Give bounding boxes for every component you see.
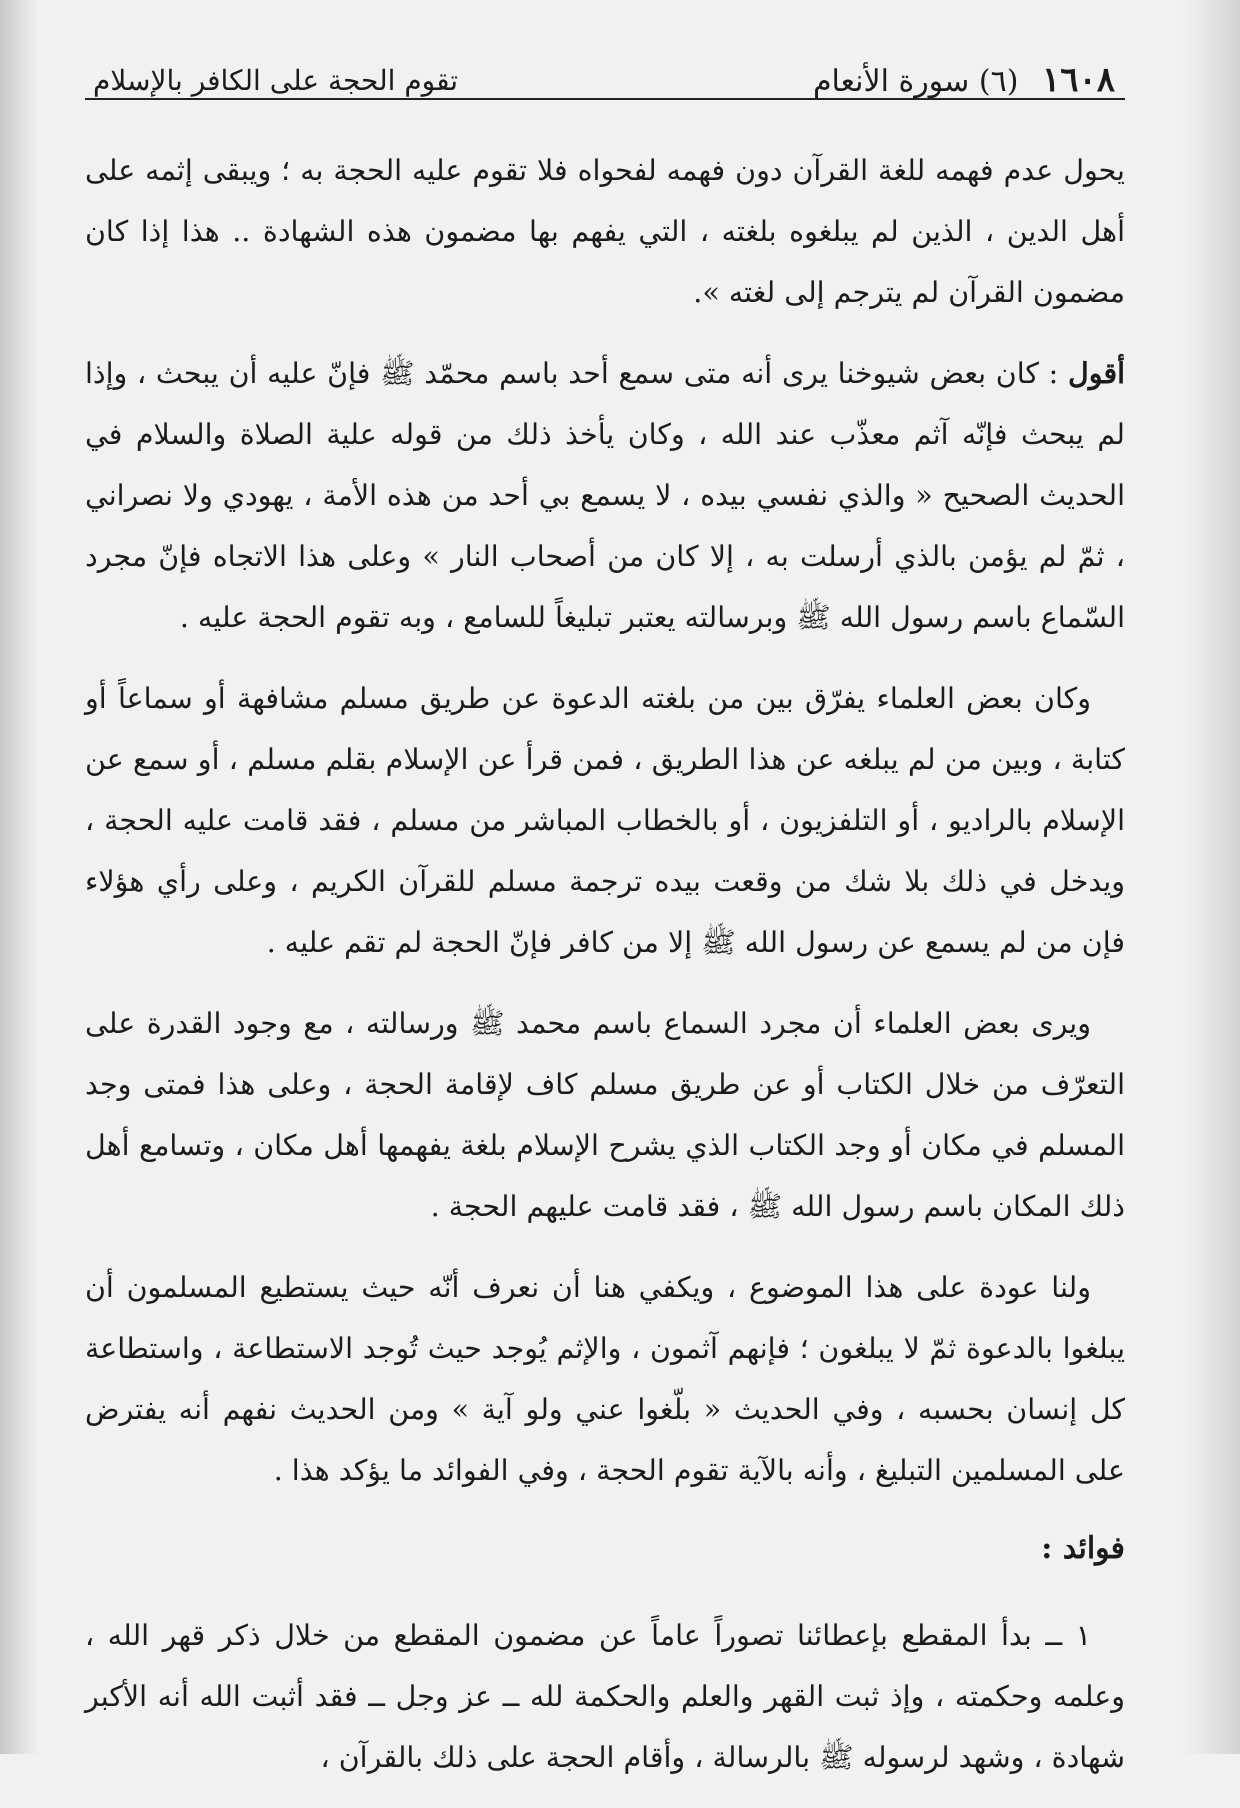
- paragraph: [85, 993, 1125, 1237]
- topic-title: تقوم الحجة على الكافر بالإسلام: [93, 64, 459, 97]
- paragraph-text: وكان بعض العلماء يفرّق بين من بلغته الدعوة عن طريق مسلم مشافهة أو سماعاً أو كتابة ، وبين من لم يبلغه عن هذا الطريق ، فمن قرأ عن الإسلام بقلم مسلم ، أو سمع عن الإسلام بالراديو ، أو التلفزيون ، أو بالخطاب المباشر من مسلم ، فقد قامت عليه الحجة ، ويدخل في ذلك بلا شك من وقعت بيده ترجمة مسلم للقرآن الكريم ، وعلى رأي هؤلاء فإن من لم يسمع عن رسول الله ﷺ إلا من كافر فإنّ الحجة لم تقم عليه .: [85, 682, 1125, 959]
- paragraph-text: ويرى بعض العلماء أن مجرد السماع باسم محمد ﷺ ورسالته ، مع وجود القدرة على التعرّف من خلال الكتاب أو عن طريق مسلم كاف لإقامة الحجة ، وعلى هذا فمتى وجد المسلم في مكان أو وجد الكتاب الذي يشرح الإسلام بلغة يفهمها أهل مكان ، وتسامع أهل ذلك المكان باسم رسول الله ﷺ ، فقد قامت عليهم الحجة .: [85, 1007, 1125, 1223]
- section-heading-fawaid: فوائد :: [1041, 1531, 1125, 1566]
- paragraph-text: يحول عدم فهمه للغة القرآن دون فهمه لفحواه فلا تقوم عليه الحجة به ؛ ويبقى إثمه على أهل الدين ، الذين لم يبلغوه بلغته ، التي يفهم بها مضمون هذه الشهادة .. هذا إذا كان مضمون القرآن لم يترجم إلى لغته ».: [85, 154, 1125, 309]
- fawaid-item-text: ١ ــ بدأ المقطع بإعطائنا تصوراً عاماً عن مضمون المقطع من خلال ذكر قهر الله ، وعلمه وحكمته ، وإذ ثبت القهر والعلم والحكمة لله ــ عز وجل ــ فقد أثبت الله أنه الأكبر شهادة ، وشهد لرسوله ﷺ بالرسالة ، وأقام الحجة على ذلك بالقرآن ،: [85, 1619, 1125, 1774]
- paragraph-text: ولنا عودة على هذا الموضوع ، ويكفي هنا أن نعرف أنّه حيث يستطيع المسلمون أن يبلغوا بالدعوة ثمّ لا يبلغون ؛ فإنهم آثمون ، والإثم يُوجد حيث تُوجد الاستطاعة ، واستطاعة كل إنسان بحسبه ، وفي الحديث « بلّغوا عني ولو آية » ومن الحديث نفهم أنه يفترض على المسلمين التبليغ ، وأنه بالآية تقوم الحجة ، وفي الفوائد ما يؤكد هذا .: [85, 1271, 1125, 1487]
- header-divider: [85, 98, 1125, 100]
- fawaid-item: [85, 1605, 1125, 1788]
- book-page: [85, 40, 1126, 1774]
- scan-binding-shadow-right: [1180, 0, 1240, 1754]
- scan-binding-shadow-left: [0, 0, 40, 1754]
- paragraph: [85, 1257, 1125, 1501]
- paragraph-lead-word: أقول: [1068, 356, 1126, 390]
- paragraph: [85, 668, 1125, 973]
- paragraph: [85, 140, 1125, 323]
- header-page-and-surah: [813, 60, 1115, 100]
- running-header: [85, 56, 1125, 112]
- main-text: [85, 140, 1125, 1808]
- page-number: ١٦٠٨: [1041, 60, 1115, 100]
- surah-title: (٦) سورة الأنعام: [812, 64, 1019, 99]
- paragraph-text: : كان بعض شيوخنا يرى أنه متى سمع أحد باسم محمّد ﷺ فإنّ عليه أن يبحث ، وإذا لم يبحث فإنّه آثم معذّب عند الله ، وكان يأخذ ذلك من قوله علية الصلاة والسلام في الحديث الصحيح « والذي نفسي بيده ، لا يسمع بي أحد من هذه الأمة ، يهودي ولا نصراني ، ثمّ لم يؤمن بالذي أرسلت به ، إلا كان من أصحاب النار » وعلى هذا الاتجاه فإنّ مجرد السّماع باسم رسول الله ﷺ وبرسالته يعتبر تبليغاً للسامع ، وبه تقوم الحجة عليه .: [85, 357, 1125, 634]
- paragraph: [85, 343, 1125, 648]
